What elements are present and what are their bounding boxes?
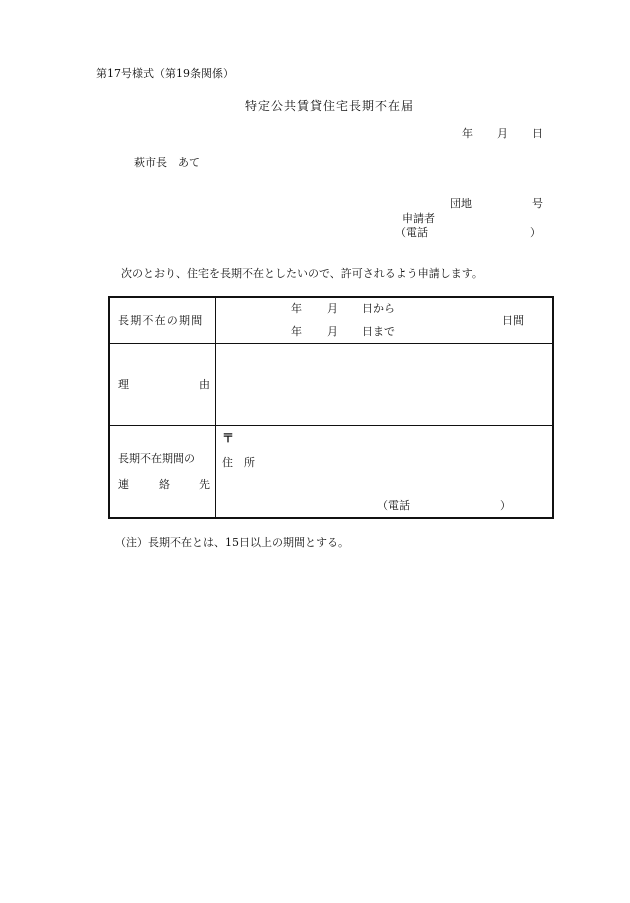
address-label: 住 所: [222, 456, 255, 469]
contact-phone-open: （電話: [377, 499, 410, 512]
table-row-divider-1: [110, 343, 552, 344]
contact-phone-close: ）: [500, 499, 511, 512]
period-to-month: 月: [327, 325, 338, 338]
table-row-divider-2: [110, 425, 552, 426]
reason-label-char-2: 由: [199, 378, 210, 391]
document-title: 特定公共賃貸住宅長期不在届: [245, 99, 415, 113]
date-month: 月: [497, 127, 508, 140]
period-from-month: 月: [327, 302, 338, 315]
applicant-danchi: 団地: [450, 197, 472, 210]
application-table: [108, 296, 554, 519]
footnote: （注）長期不在とは、15日以上の期間とする。: [115, 536, 349, 549]
contact-label-char-3: 先: [199, 478, 210, 491]
applicant-gou: 号: [532, 197, 543, 210]
period-label: 長期不在の期間: [118, 314, 204, 327]
period-to-day: 日まで: [362, 325, 395, 338]
contact-label-line-1: 長期不在期間の: [118, 452, 195, 465]
period-from-day: 日から: [362, 302, 395, 315]
applicant-phone-open: （電話: [395, 226, 428, 239]
period-to-year: 年: [291, 325, 302, 338]
period-from-year: 年: [291, 302, 302, 315]
reason-label-char-1: 理: [118, 378, 129, 391]
applicant-label: 申請者: [402, 212, 435, 225]
intro-text: 次のとおり、住宅を長期不在としたいので、許可されるよう申請します。: [121, 267, 483, 280]
contact-label-char-1: 連: [118, 478, 129, 491]
date-day: 日: [532, 127, 543, 140]
postal-mark-icon: 〒: [222, 431, 235, 445]
date-year: 年: [462, 127, 473, 140]
form-number: 第17号様式（第19条関係）: [96, 67, 234, 80]
table-column-divider: [215, 298, 216, 517]
contact-label-char-2: 絡: [159, 478, 170, 491]
applicant-phone-close: ）: [530, 226, 541, 239]
addressee: 萩市長 あて: [134, 156, 200, 169]
period-days: 日間: [502, 314, 524, 327]
